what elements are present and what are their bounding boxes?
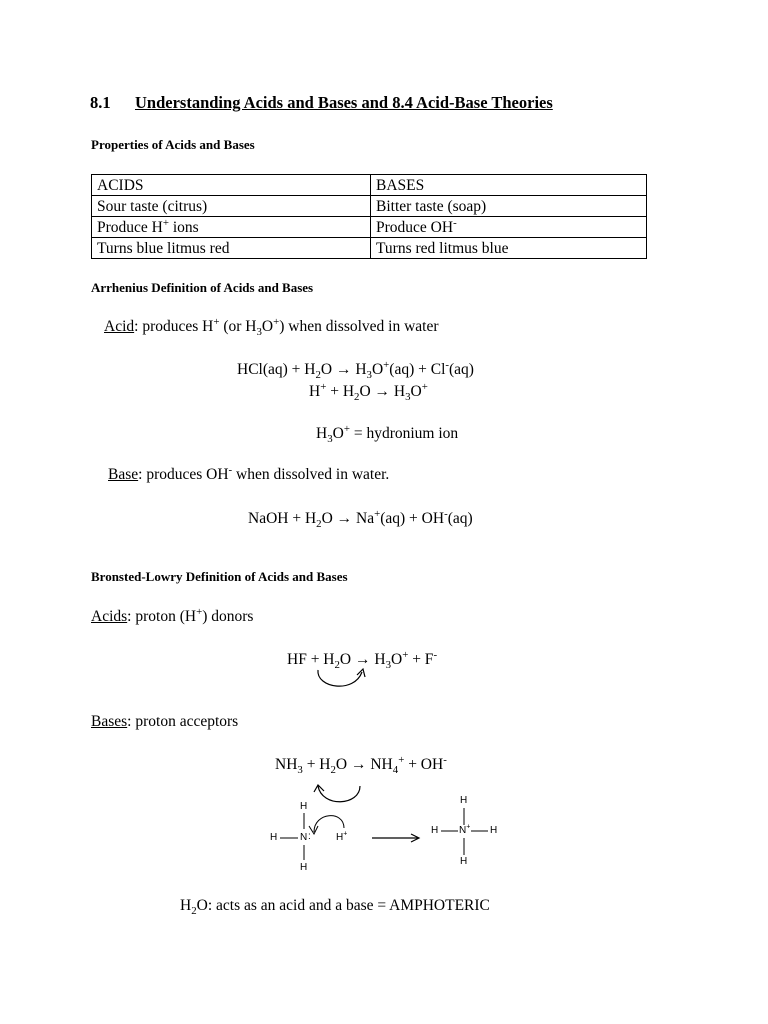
arrhenius-acid-definition: Acid: produces H+ (or $H_3O^+$) when dissolved in water: [104, 315, 439, 339]
base-term: Base: [108, 466, 139, 483]
lone-pair: :: [308, 831, 311, 842]
bases-term: Bases: [91, 713, 128, 730]
atom-n: N+: [459, 823, 471, 836]
atom-h-left: H: [431, 825, 439, 836]
equation-hydronium-formation: $H^+ + H_2O \to H_3O^+$: [309, 380, 428, 404]
column-header-acids: ACIDS: [92, 175, 371, 196]
proton-h: H+: [336, 830, 348, 843]
acid-cell: Produce H+ ions: [92, 217, 371, 238]
atom-h-bottom: H: [460, 856, 468, 867]
equation-hcl: $HCl(aq) + H_2O \to H_3O^+(aq) + Cl^-(aq)$: [237, 358, 474, 382]
arrhenius-base-definition: Base: produces OH- when dissolved in water.: [108, 463, 390, 483]
bronsted-bases-definition: Bases: proton acceptors: [91, 713, 239, 730]
amphoteric-note: $H_2O$: acts as an acid and a base = AMPHOTERIC: [180, 897, 490, 918]
atom-h-bottom: H: [300, 862, 308, 873]
equation-hf: HF + $H_2O \to H_3O^+ + F^-$: [287, 648, 438, 672]
equation-naoh: NaOH + $H_2O \to Na^+(aq) + OH^-(aq)$: [248, 507, 473, 531]
acids-term: Acids: [91, 608, 128, 625]
base-cell: Turns red litmus blue: [371, 238, 647, 259]
section-number: 8.1: [90, 93, 111, 112]
atom-h-right: H: [490, 825, 498, 836]
acid-cell: Turns blue litmus red: [92, 238, 371, 259]
arrhenius-heading: Arrhenius Definition of Acids and Bases: [91, 280, 314, 295]
atom-h-left: H: [270, 832, 278, 843]
base-cell: Produce OH-: [371, 217, 647, 238]
base-cell: Bitter taste (soap): [371, 196, 647, 217]
properties-heading: Properties of Acids and Bases: [91, 137, 255, 152]
column-header-bases: BASES: [371, 175, 647, 196]
equation-nh3: $NH_3 + H_2O \to NH_4^+ + OH^-$: [275, 753, 447, 777]
hydronium-note: $H_3O^+$ = hydronium ion: [316, 422, 459, 446]
atom-n: N: [300, 832, 308, 843]
acid-cell: Sour taste (citrus): [92, 196, 371, 217]
section-title: Understanding Acids and Bases and 8.4 Acid-Base Theories: [135, 93, 553, 112]
bronsted-acids-definition: Acids: proton (H+) donors: [91, 605, 254, 625]
atom-h-top: H: [300, 801, 308, 812]
acid-term: Acid: [104, 318, 135, 335]
bronsted-heading: Bronsted-Lowry Definition of Acids and Bases: [91, 569, 348, 584]
atom-h-top: H: [460, 795, 468, 806]
